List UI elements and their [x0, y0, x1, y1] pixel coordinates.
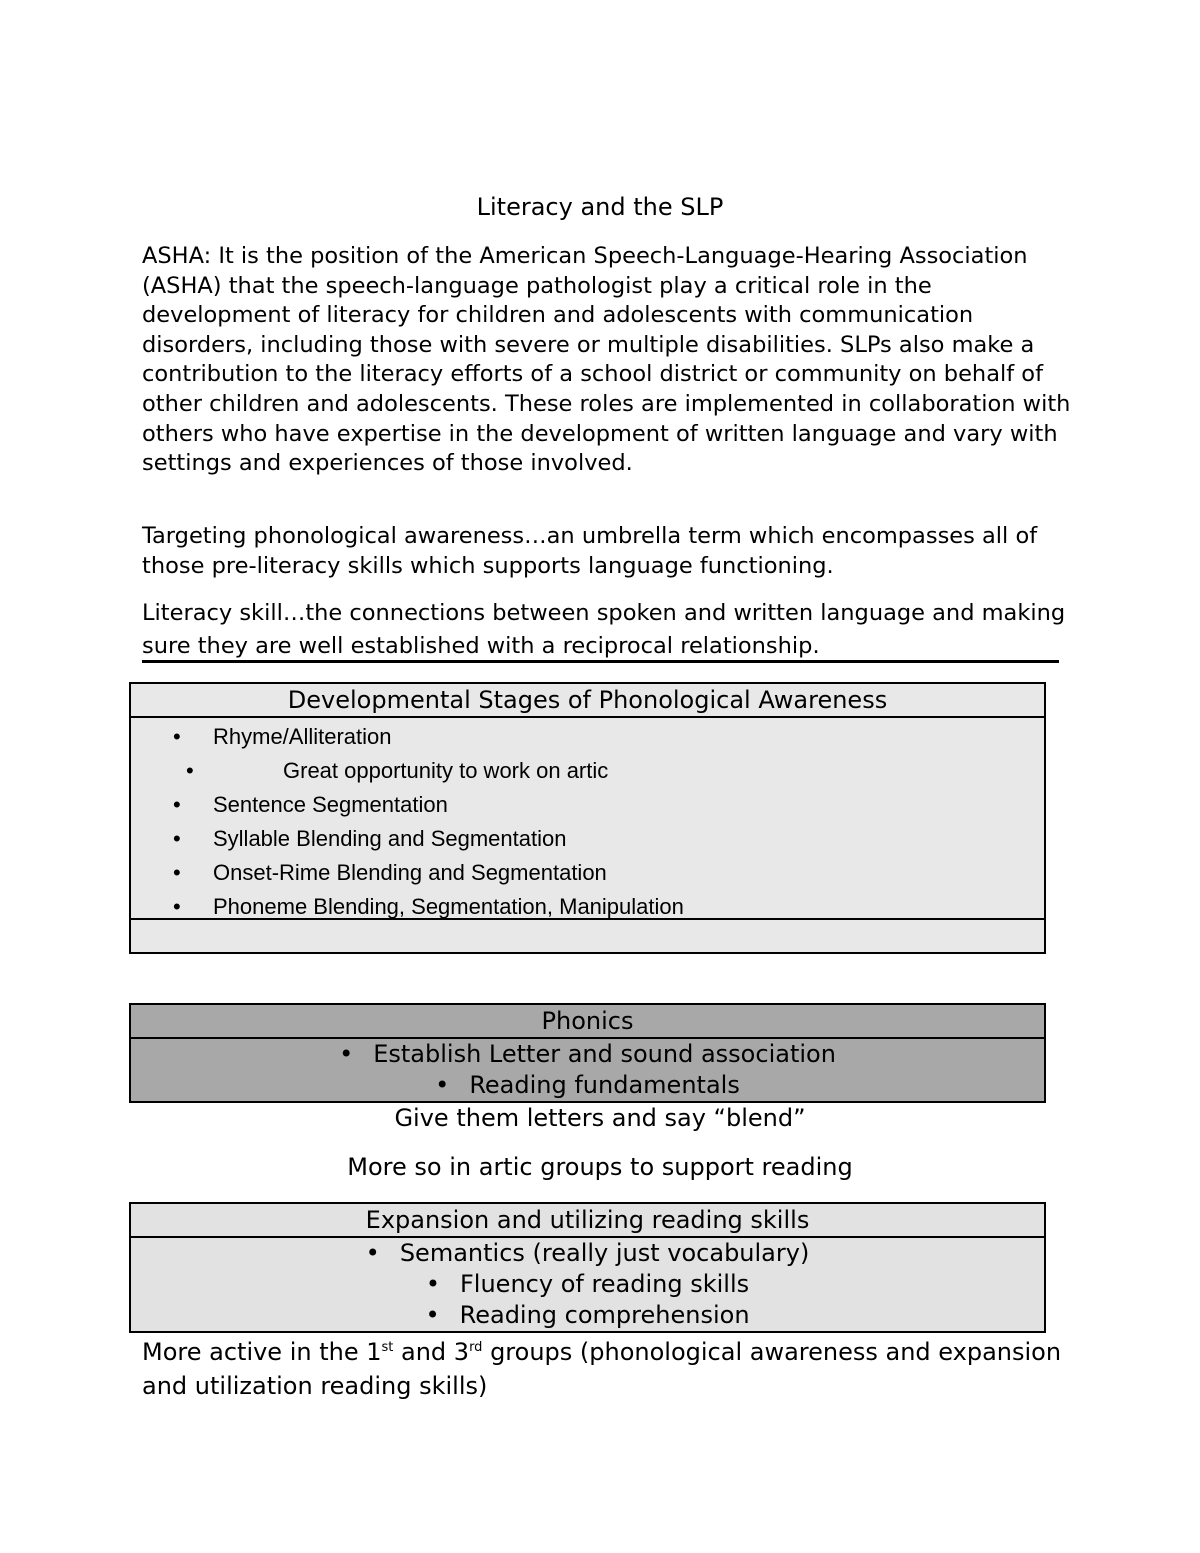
list-item: [131, 754, 1044, 788]
ordinal-suffix: rd: [469, 1340, 483, 1355]
bullet-icon: •: [365, 1239, 380, 1267]
bullet-icon: •: [173, 792, 181, 817]
closing-text: and 3: [393, 1338, 470, 1366]
box-header: Phonics: [131, 1005, 1044, 1039]
blend-note: Give them letters and say “blend”: [394, 1104, 806, 1132]
list-item: [131, 890, 1044, 924]
list-item-text: Syllable Blending and Segmentation: [213, 826, 567, 851]
list-item: [131, 822, 1044, 856]
list-item-text: Rhyme/Alliteration: [213, 724, 392, 749]
list-item: [131, 788, 1044, 822]
list-item-text: Great opportunity to work on artic: [283, 758, 609, 783]
closing-text: More active in the 1: [142, 1338, 382, 1366]
list-item: [131, 1238, 1044, 1269]
list-item: [131, 720, 1044, 754]
closing-paragraph: [142, 1335, 1072, 1403]
list-item-text: Fluency of reading skills: [460, 1270, 750, 1298]
box-header: Developmental Stages of Phonological Awareness: [131, 684, 1044, 718]
bullet-icon: •: [173, 860, 181, 885]
list-item-text: Onset-Rime Blending and Segmentation: [213, 860, 607, 885]
box-header: Expansion and utilizing reading skills: [131, 1204, 1044, 1238]
list-item: [131, 856, 1044, 890]
list-item-text: Establish Letter and sound association: [373, 1040, 836, 1068]
bullet-icon: •: [173, 724, 181, 749]
phonics-box: [129, 1003, 1046, 1103]
asha-position-paragraph: ASHA: It is the position of the American Speech-Language-Hearing Association (ASHA) that the speech-language pathologist play a critical role in the development of literacy for children and adolescents with communication disorders, including those with severe or multiple disabilities. SLPs also make a contribution to the literacy efforts of a school district or community on behalf of other children and adolescents. These roles are implemented in collaboration with others who have expertise in the development of written language and vary with settings and experiences of those involved.: [142, 243, 1071, 477]
list-item-text: Semantics (really just vocabulary): [399, 1239, 810, 1267]
list-item-text: Reading comprehension: [459, 1301, 750, 1329]
list-item: [131, 1269, 1044, 1300]
box-body: [131, 1039, 1044, 1101]
list-item: [131, 1070, 1044, 1101]
artic-groups-note: More so in artic groups to support reading: [347, 1153, 853, 1181]
bullet-icon: •: [425, 1270, 440, 1298]
page-title: Literacy and the SLP: [476, 193, 724, 221]
expansion-reading-skills-box: [129, 1202, 1046, 1333]
box-body: [131, 718, 1044, 920]
bullet-icon: •: [339, 1040, 354, 1068]
horizontal-divider: [142, 660, 1059, 663]
ordinal-suffix: st: [381, 1340, 394, 1355]
list-item-text: Reading fundamentals: [469, 1071, 740, 1099]
literacy-skill-paragraph: Literacy skill…the connections between spoken and written language and making sure they are well established with a reciprocal relationship.: [142, 600, 1066, 659]
list-item: [131, 1300, 1044, 1331]
bullet-icon: •: [173, 894, 181, 919]
phonological-stages-box: [129, 682, 1046, 954]
bullet-icon: •: [425, 1301, 440, 1329]
list-item-text: Sentence Segmentation: [213, 792, 448, 817]
phonological-awareness-paragraph: Targeting phonological awareness…an umbrella term which encompasses all of those pre-literacy skills which supports language functioning.: [142, 523, 1038, 579]
bullet-icon: •: [435, 1071, 450, 1099]
closing-text: groups (phonological awareness and expansion and utilization reading skills): [142, 1338, 1062, 1400]
list-item-text: Phoneme Blending, Segmentation, Manipulation: [213, 894, 684, 919]
bullet-icon: •: [173, 826, 181, 851]
list-item: [131, 1039, 1044, 1070]
bullet-icon: •: [186, 758, 194, 783]
box-body: [131, 1238, 1044, 1331]
